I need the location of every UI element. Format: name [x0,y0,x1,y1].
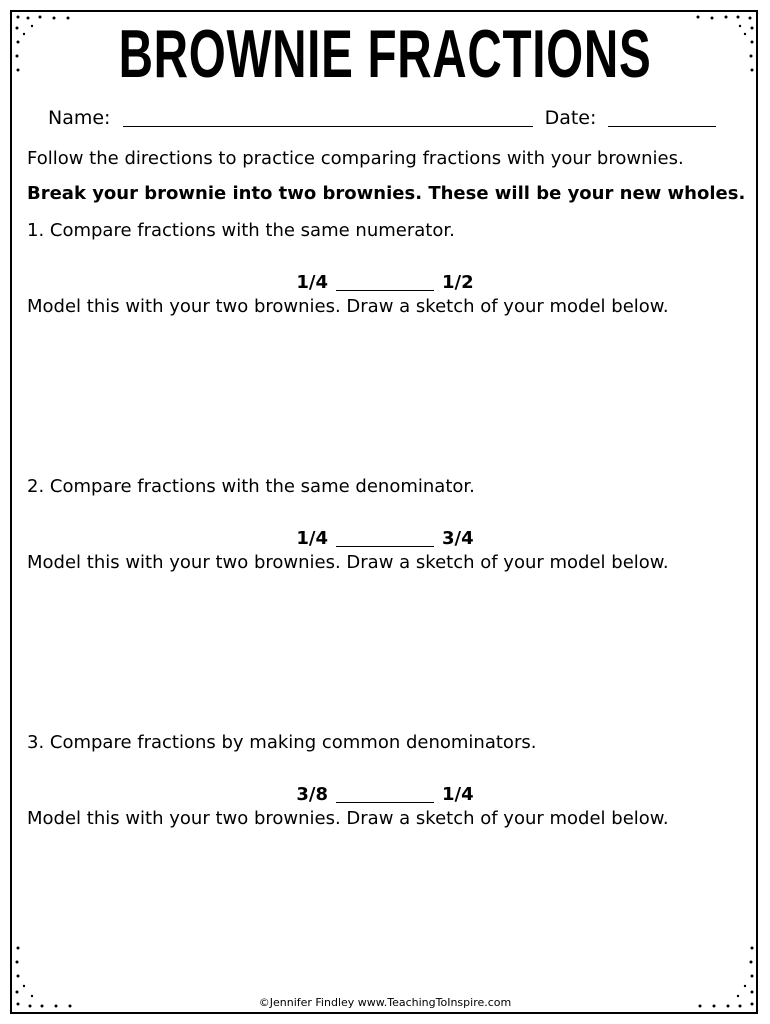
question-3-comparison [0,784,770,805]
date-label: Date: [544,107,597,129]
question-3-prompt: 3. Compare fractions by making common denominators. [27,732,537,753]
question-1-left-fraction: 1/4 [296,272,328,293]
question-3-right-fraction: 1/4 [442,784,474,805]
intro-text: Follow the directions to practice comparing fractions with your brownies. [27,148,684,169]
question-2-model-text: Model this with your two brownies. Draw a sketch of your model below. [27,552,669,573]
question-1-right-fraction: 1/2 [442,272,474,293]
footer-credit: ©Jennifer Findley www.TeachingToInspire.com [258,996,512,1009]
question-2-prompt: 2. Compare fractions with the same denominator. [27,476,475,497]
question-3-left-fraction: 3/8 [296,784,328,805]
question-2-right-fraction: 3/4 [442,528,474,549]
question-2-answer-blank[interactable] [336,546,434,547]
question-1-answer-blank[interactable] [336,290,434,291]
question-1-model-text: Model this with your two brownies. Draw a sketch of your model below. [27,296,669,317]
corner-dots-top-left [12,12,82,82]
page-title: BROWNIE FRACTIONS [118,16,652,92]
question-3-model-text: Model this with your two brownies. Draw a sketch of your model below. [27,808,669,829]
question-2-comparison [0,528,770,549]
name-date-row [48,107,716,129]
name-label: Name: [48,107,111,129]
instruction-text: Break your brownie into two brownies. These will be your new wholes. [27,183,746,204]
question-3-answer-blank[interactable] [336,802,434,803]
name-blank[interactable] [123,126,533,127]
date-blank[interactable] [608,126,716,127]
corner-dots-top-right [690,12,760,82]
question-1-comparison [0,272,770,293]
question-1-prompt: 1. Compare fractions with the same numerator. [27,220,455,241]
question-2-left-fraction: 1/4 [296,528,328,549]
